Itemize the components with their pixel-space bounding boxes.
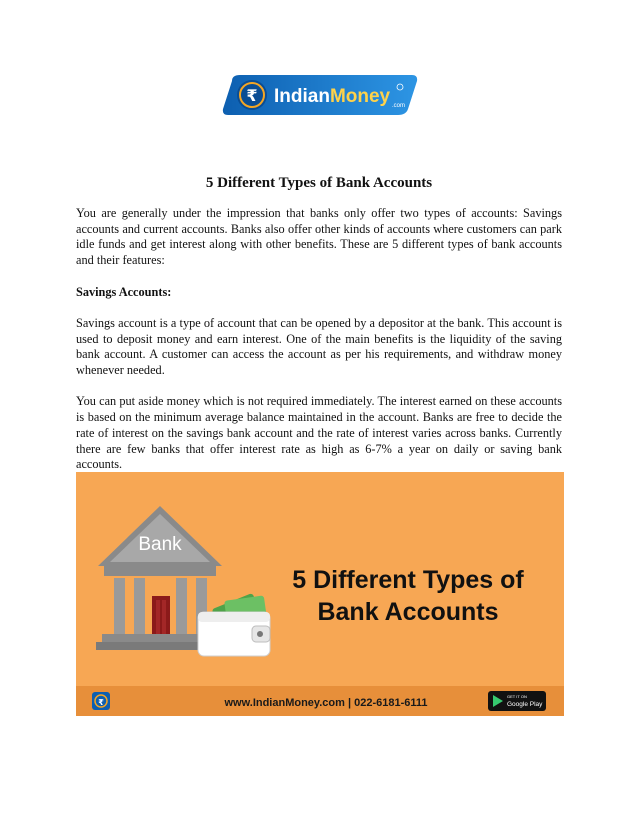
google-play-badge — [488, 691, 546, 711]
savings-heading: Savings Accounts: — [76, 284, 172, 299]
banner-graphic — [76, 472, 564, 716]
small-rupee-symbol: ₹ — [98, 698, 104, 707]
banner-headline-line1: 5 Different Types of — [292, 566, 524, 594]
savings-paragraph-2: You can put aside money which is not required immediately. The interest earned on these accounts is based on the minimum average balance maintained in the account. Banks are free to decide the rate of interest on the savings bank account and the rate of interest varies across banks. Currently there are few banks that offer interest rate as high as 6-7% a year on daily or saving bank accounts. — [76, 394, 562, 472]
banner-background — [76, 472, 564, 716]
document-title: 5 Different Types of Bank Accounts — [205, 175, 433, 191]
rupee-symbol: ₹ — [246, 86, 258, 105]
store-name-label: Google Play — [507, 701, 543, 708]
brand-name-part2: Money — [329, 86, 391, 107]
savings-paragraph-1: Savings account is a type of account that can be opened by a depositor at the bank. This account is used to deposit money and earn interest. One of the main benefits is the liquidity of the saving bank account. A customer can access the account as per his requirements, and withdraw money whenever needed. — [76, 315, 562, 377]
banner-image — [76, 472, 564, 716]
document-body — [76, 206, 562, 489]
bank-label: Bank — [138, 534, 182, 555]
brand-name-part1: Indian — [274, 86, 330, 107]
svg-text:IndianMoney — [274, 86, 391, 107]
banner-website-phone: www.IndianMoney.com | 022-6181-6111 — [224, 697, 428, 709]
store-small-label: GET IT ON — [507, 694, 527, 699]
intro-paragraph: You are generally under the impression that banks only offer two types of accounts: Savings accounts and current accounts. Banks also offer other kinds of accounts where customers can park idle funds and get interest along with other benefits. These are 5 different types of bank accounts and their features: — [76, 206, 562, 268]
logo-graphic — [222, 73, 418, 117]
small-logo-icon — [92, 692, 110, 710]
brand-suffix: .com — [392, 103, 406, 109]
banner-headline-line2: Bank Accounts — [317, 598, 499, 626]
brand-logo — [222, 73, 418, 117]
